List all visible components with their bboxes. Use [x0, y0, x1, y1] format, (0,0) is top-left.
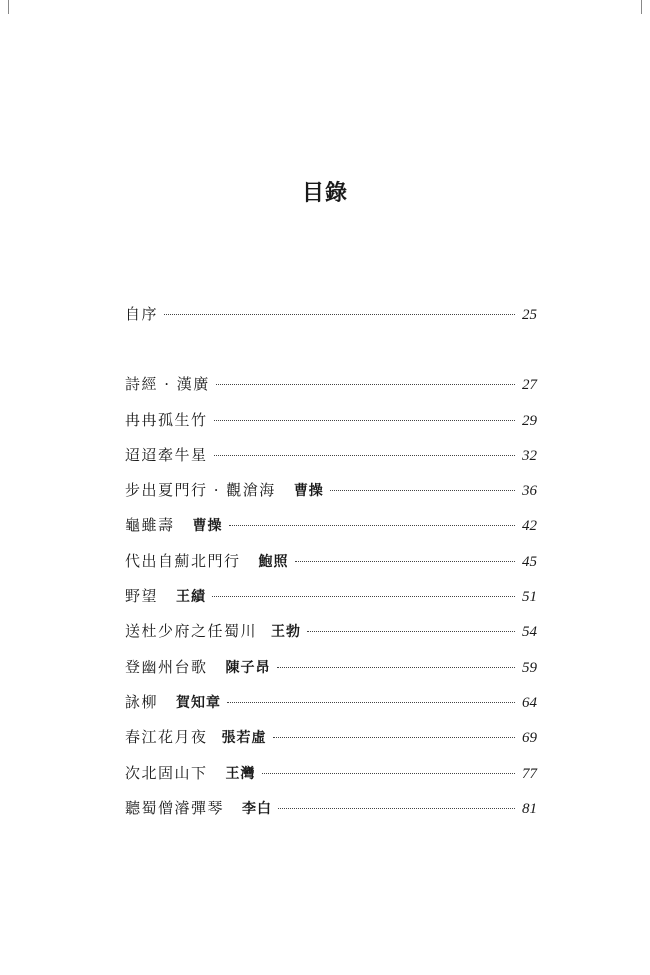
dot-leader — [330, 490, 515, 491]
crop-mark-left — [8, 0, 9, 14]
toc-entry[interactable] — [125, 620, 537, 655]
toc-entry[interactable] — [125, 691, 537, 726]
toc-entry-author: 王績 — [176, 589, 207, 606]
toc-entry[interactable] — [125, 373, 537, 408]
toc-entry[interactable] — [125, 444, 537, 479]
toc-entry-title: 詩經 · 漢廣 — [125, 375, 210, 394]
toc-entry-page: 29 — [522, 412, 537, 429]
toc-entry-title: 登幽州台歌 — [125, 657, 208, 676]
toc-entry-page: 59 — [522, 659, 537, 676]
toc-entry-page: 27 — [522, 377, 537, 394]
toc-entry[interactable] — [125, 797, 537, 832]
toc-entry-page: 42 — [522, 518, 537, 535]
crop-mark-right — [641, 0, 642, 14]
toc-entry-author: 曹操 — [192, 518, 223, 535]
toc-entry-author: 曹操 — [293, 483, 324, 500]
toc-entry-author: 王灣 — [225, 765, 256, 782]
table-of-contents — [125, 303, 537, 832]
toc-entry-page: 64 — [522, 694, 537, 711]
toc-entry-title: 野望 — [125, 587, 159, 606]
toc-entry-page: 81 — [522, 800, 537, 817]
dot-leader — [295, 561, 515, 562]
toc-entry[interactable] — [125, 550, 537, 585]
toc-entry[interactable] — [125, 514, 537, 549]
toc-entry-title: 步出夏門行 · 觀滄海 — [125, 481, 276, 500]
toc-entry-page: 45 — [522, 553, 537, 570]
toc-entry-author: 賀知章 — [176, 694, 222, 711]
dot-leader — [277, 667, 515, 668]
toc-entry[interactable] — [125, 585, 537, 620]
toc-entry-author: 鮑照 — [258, 553, 289, 570]
toc-entry-page: 32 — [522, 447, 537, 464]
dot-leader — [278, 808, 515, 809]
toc-entry[interactable] — [125, 762, 537, 797]
toc-entry-title: 聽蜀僧濬彈琴 — [125, 798, 225, 817]
toc-entry-author: 李白 — [242, 800, 273, 817]
toc-entry-title: 冉冉孤生竹 — [125, 410, 208, 429]
toc-entry-author: 陳子昂 — [225, 659, 271, 676]
toc-entry-title: 自序 — [125, 305, 159, 323]
toc-entry[interactable] — [125, 303, 537, 338]
dot-leader — [164, 314, 515, 315]
dot-leader — [273, 737, 515, 738]
toc-entry-author: 王勃 — [271, 624, 302, 641]
dot-leader — [262, 773, 515, 774]
dot-leader — [212, 596, 515, 597]
toc-entry[interactable] — [125, 409, 537, 444]
toc-entry-title: 詠柳 — [125, 692, 159, 711]
toc-entry[interactable] — [125, 726, 537, 761]
toc-entry-page: 69 — [522, 730, 537, 747]
toc-entry-title: 次北固山下 — [125, 763, 208, 782]
dot-leader — [229, 525, 515, 526]
page-title: 目錄 — [301, 181, 348, 206]
toc-entry-page: 25 — [522, 307, 537, 323]
toc-entry-title: 迢迢牽牛星 — [125, 445, 208, 464]
toc-entry-page: 51 — [522, 589, 537, 606]
toc-entry-page: 54 — [522, 624, 537, 641]
toc-entry-page: 36 — [522, 483, 537, 500]
dot-leader — [227, 702, 515, 703]
dot-leader — [214, 420, 515, 421]
toc-entry[interactable] — [125, 479, 537, 514]
toc-entry-title: 龜雖壽 — [125, 516, 175, 535]
dot-leader — [214, 455, 515, 456]
toc-entry-title: 春江花月夜 — [125, 728, 208, 747]
toc-entry-title: 代出自薊北門行 — [125, 551, 241, 570]
toc-entry[interactable] — [125, 656, 537, 691]
dot-leader — [216, 384, 515, 385]
toc-entry-page: 77 — [522, 765, 537, 782]
toc-entry-author: 張若虛 — [221, 730, 267, 747]
dot-leader — [307, 631, 515, 632]
toc-entry-title: 送杜少府之任蜀川 — [125, 622, 258, 641]
